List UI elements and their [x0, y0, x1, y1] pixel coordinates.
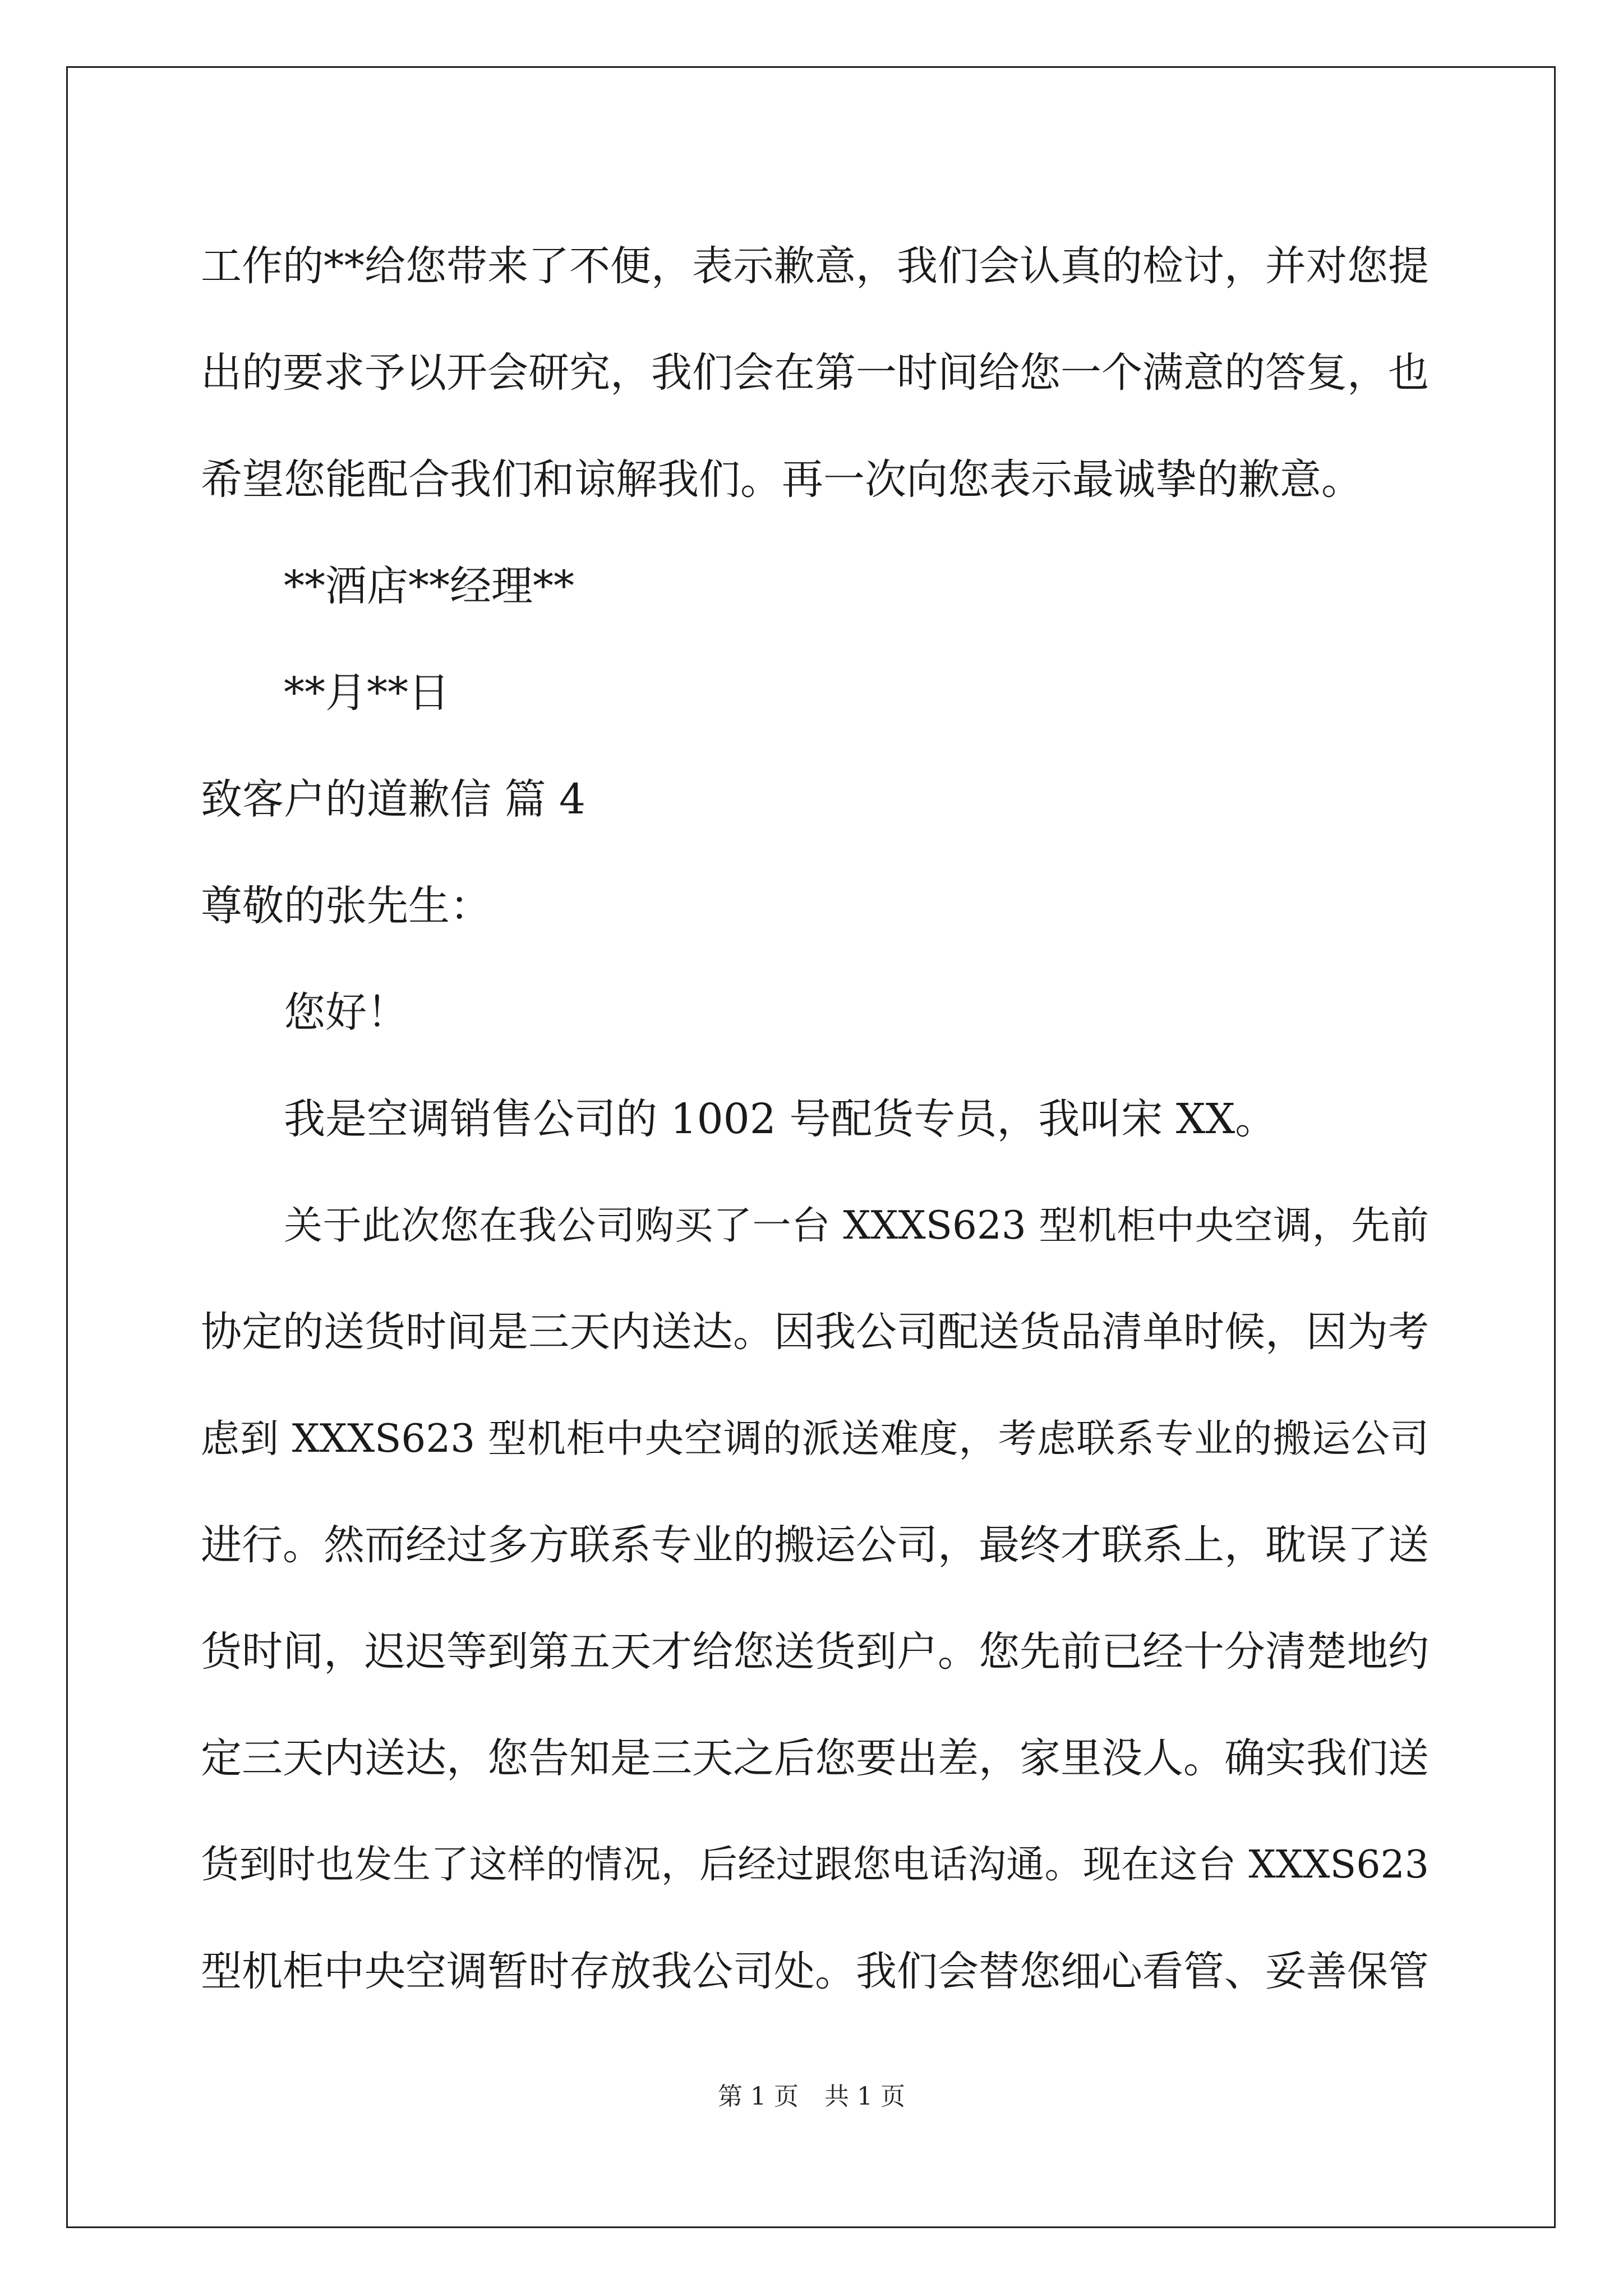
page-total: 共 1 页: [824, 2082, 905, 2111]
text-line: 货时间，迟迟等到第五天才给您送货到户。您先前已经十分清楚地约: [201, 1628, 1429, 1676]
text-line: 进行。然而经过多方联系专业的搬运公司，最终才联系上，耽误了送: [201, 1521, 1429, 1569]
text-line: **月**日: [284, 669, 450, 717]
text-line: 货到时也发生了这样的情况，后经过跟您电话沟通。现在这台 XXXS623: [201, 1843, 1429, 1887]
text-line: 虑到 XXXS623 型机柜中央空调的派送难度，考虑联系专业的搬运公司: [201, 1416, 1429, 1461]
salutation: 尊敬的张先生：: [201, 882, 491, 930]
page-number: 第 1 页: [718, 2082, 799, 2111]
text-line: 协定的送货时间是三天内送达。因我公司配送货品清单时候，因为考: [201, 1308, 1429, 1356]
text-line: 我是空调销售公司的 1002 号配货专员，我叫宋 XX。: [284, 1095, 1277, 1143]
text-line: 型机柜中央空调暂时存放我公司处。我们会替您细心看管、妥善保管: [201, 1948, 1429, 1995]
text-line: **酒店**经理**: [284, 562, 574, 610]
text-line: 出的要求予以开会研究，我们会在第一时间给您一个满意的答复，也: [201, 349, 1429, 397]
greeting: 您好！: [284, 988, 408, 1037]
section-heading: 致客户的道歉信 篇 4: [201, 775, 586, 823]
text-line: 工作的**给您带来了不便，表示歉意，我们会认真的检讨，并对您提: [201, 242, 1429, 290]
text-line: 希望您能配合我们和谅解我们。再一次向您表示最诚挚的歉意。: [201, 455, 1363, 504]
document-body: [201, 213, 1429, 2025]
text-line: 定三天内送达，您告知是三天之后您要出差，家里没人。确实我们送: [201, 1734, 1429, 1782]
text-line: 关于此次您在我公司购买了一台 XXXS623 型机柜中央空调，先前: [284, 1203, 1429, 1248]
page-footer: [0, 2080, 1623, 2114]
